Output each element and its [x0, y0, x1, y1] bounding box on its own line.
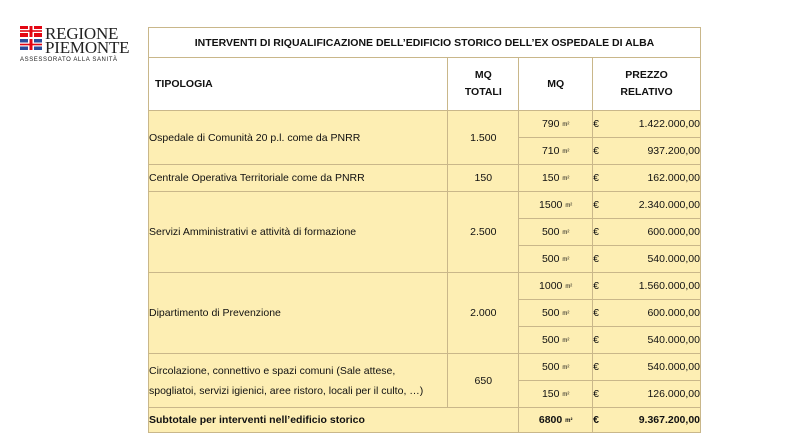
mq-totali-cell: 1.500	[448, 111, 519, 165]
currency-symbol: €	[593, 414, 599, 426]
logo-line-piemonte: PIEMONTE	[45, 38, 130, 57]
tipologia-cell: Dipartimento di Prevenzione	[149, 273, 448, 354]
tipologia-line1: Circolazione, connettivo e spazi comuni (Sale attese,	[149, 364, 396, 377]
mq-unit: m²	[562, 365, 570, 371]
prezzo-value: 600.000,00	[647, 226, 700, 238]
prezzo-value: 600.000,00	[647, 307, 700, 319]
prezzo-value: 2.340.000,00	[638, 199, 700, 211]
tipologia-cell: Ospedale di Comunità 20 p.l. come da PNRR	[149, 111, 448, 165]
mq-value: 150	[541, 388, 560, 400]
mq-value: 500	[541, 307, 560, 319]
prezzo-cell	[593, 273, 701, 300]
currency-symbol: €	[593, 361, 599, 373]
subtotal-row	[149, 408, 701, 433]
mq-value: 1000	[539, 280, 563, 292]
subtotal-mq-value: 6800	[538, 414, 563, 426]
mq-value: 710	[541, 145, 560, 157]
mq-cell	[519, 111, 593, 138]
logo-line-regione: REGIONE	[45, 24, 119, 43]
subtotal-label: Subtotale per interventi nell’edificio storico	[149, 408, 519, 433]
mq-unit: m²	[562, 176, 570, 182]
header-mq-totali-line1: MQ	[474, 69, 492, 81]
header-prezzo-line1: PREZZO	[625, 69, 668, 81]
prezzo-cell	[593, 138, 701, 165]
prezzo-value: 540.000,00	[647, 253, 700, 265]
prezzo-value: 162.000,00	[647, 172, 700, 184]
prezzo-value: 1.560.000,00	[638, 280, 700, 292]
currency-symbol: €	[593, 145, 599, 157]
mq-cell	[519, 246, 593, 273]
mq-cell	[519, 381, 593, 408]
logo-line-assessorato: ASSESSORATO ALLA SANITÀ	[20, 57, 118, 63]
prezzo-cell	[593, 246, 701, 273]
interventi-table	[148, 27, 701, 433]
tipologia-line2: spogliatoi, servizi igienici, aree ristoro, locali per il culto, …)	[149, 384, 424, 397]
prezzo-cell	[593, 381, 701, 408]
mq-unit: m²	[565, 203, 573, 209]
currency-symbol: €	[593, 226, 599, 238]
mq-cell	[519, 138, 593, 165]
mq-totali-cell: 650	[448, 354, 519, 408]
header-mq: MQ	[519, 58, 593, 111]
mq-unit: m²	[562, 230, 570, 236]
prezzo-cell	[593, 300, 701, 327]
subtotal-prezzo-cell	[593, 408, 701, 433]
mq-totali-cell: 2.500	[448, 192, 519, 273]
mq-totali-cell: 150	[448, 165, 519, 192]
currency-symbol: €	[593, 172, 599, 184]
prezzo-cell	[593, 327, 701, 354]
prezzo-cell	[593, 354, 701, 381]
mq-value: 500	[541, 253, 560, 265]
prezzo-cell	[593, 165, 701, 192]
prezzo-value: 1.422.000,00	[638, 118, 700, 130]
mq-cell	[519, 219, 593, 246]
currency-symbol: €	[593, 280, 599, 292]
mq-unit: m²	[562, 122, 570, 128]
prezzo-value: 540.000,00	[647, 334, 700, 346]
header-mq-totali	[448, 58, 519, 111]
mq-cell	[519, 273, 593, 300]
mq-cell	[519, 300, 593, 327]
prezzo-value: 937.200,00	[647, 145, 700, 157]
prezzo-value: 126.000,00	[647, 388, 700, 400]
mq-value: 790	[541, 118, 560, 130]
table-row	[149, 273, 701, 300]
mq-value: 1500	[539, 199, 563, 211]
mq-unit: m²	[562, 257, 570, 263]
subtotal-mq-cell	[519, 408, 593, 433]
subtotal-prezzo-value: 9.367.200,00	[638, 414, 700, 426]
currency-symbol: €	[593, 307, 599, 319]
header-mq-totali-line2: TOTALI	[464, 86, 502, 98]
prezzo-cell	[593, 111, 701, 138]
table-row	[149, 354, 701, 381]
mq-unit: m²	[562, 149, 570, 155]
tipologia-cell: Centrale Operativa Territoriale come da PNRR	[149, 165, 448, 192]
header-prezzo	[593, 58, 701, 111]
piemonte-cross-icon	[20, 26, 42, 50]
mq-unit: m²	[565, 284, 573, 290]
mq-cell	[519, 327, 593, 354]
currency-symbol: €	[593, 334, 599, 346]
tipologia-cell	[149, 354, 448, 408]
regione-piemonte-logo	[20, 26, 130, 70]
table-row	[149, 165, 701, 192]
prezzo-cell	[593, 219, 701, 246]
currency-symbol: €	[593, 199, 599, 211]
prezzo-cell	[593, 192, 701, 219]
header-tipologia: TIPOLOGIA	[149, 58, 448, 111]
currency-symbol: €	[593, 118, 599, 130]
tipologia-cell: Servizi Amministrativi e attività di formazione	[149, 192, 448, 273]
table-title: INTERVENTI DI RIQUALIFICAZIONE DELL’EDIFICIO STORICO DELL’EX OSPEDALE DI ALBA	[149, 28, 701, 58]
mq-cell	[519, 354, 593, 381]
mq-value: 500	[541, 361, 560, 373]
mq-cell	[519, 192, 593, 219]
mq-unit: m²	[562, 338, 570, 344]
table-row	[149, 111, 701, 138]
mq-unit: m²	[562, 392, 570, 398]
mq-unit: m²	[565, 418, 573, 424]
mq-value: 150	[541, 172, 560, 184]
mq-cell	[519, 165, 593, 192]
mq-value: 500	[541, 334, 560, 346]
currency-symbol: €	[593, 253, 599, 265]
prezzo-value: 540.000,00	[647, 361, 700, 373]
mq-unit: m²	[562, 311, 570, 317]
header-prezzo-line2: RELATIVO	[620, 86, 673, 98]
table-row	[149, 192, 701, 219]
currency-symbol: €	[593, 388, 599, 400]
mq-value: 500	[541, 226, 560, 238]
mq-totali-cell: 2.000	[448, 273, 519, 354]
